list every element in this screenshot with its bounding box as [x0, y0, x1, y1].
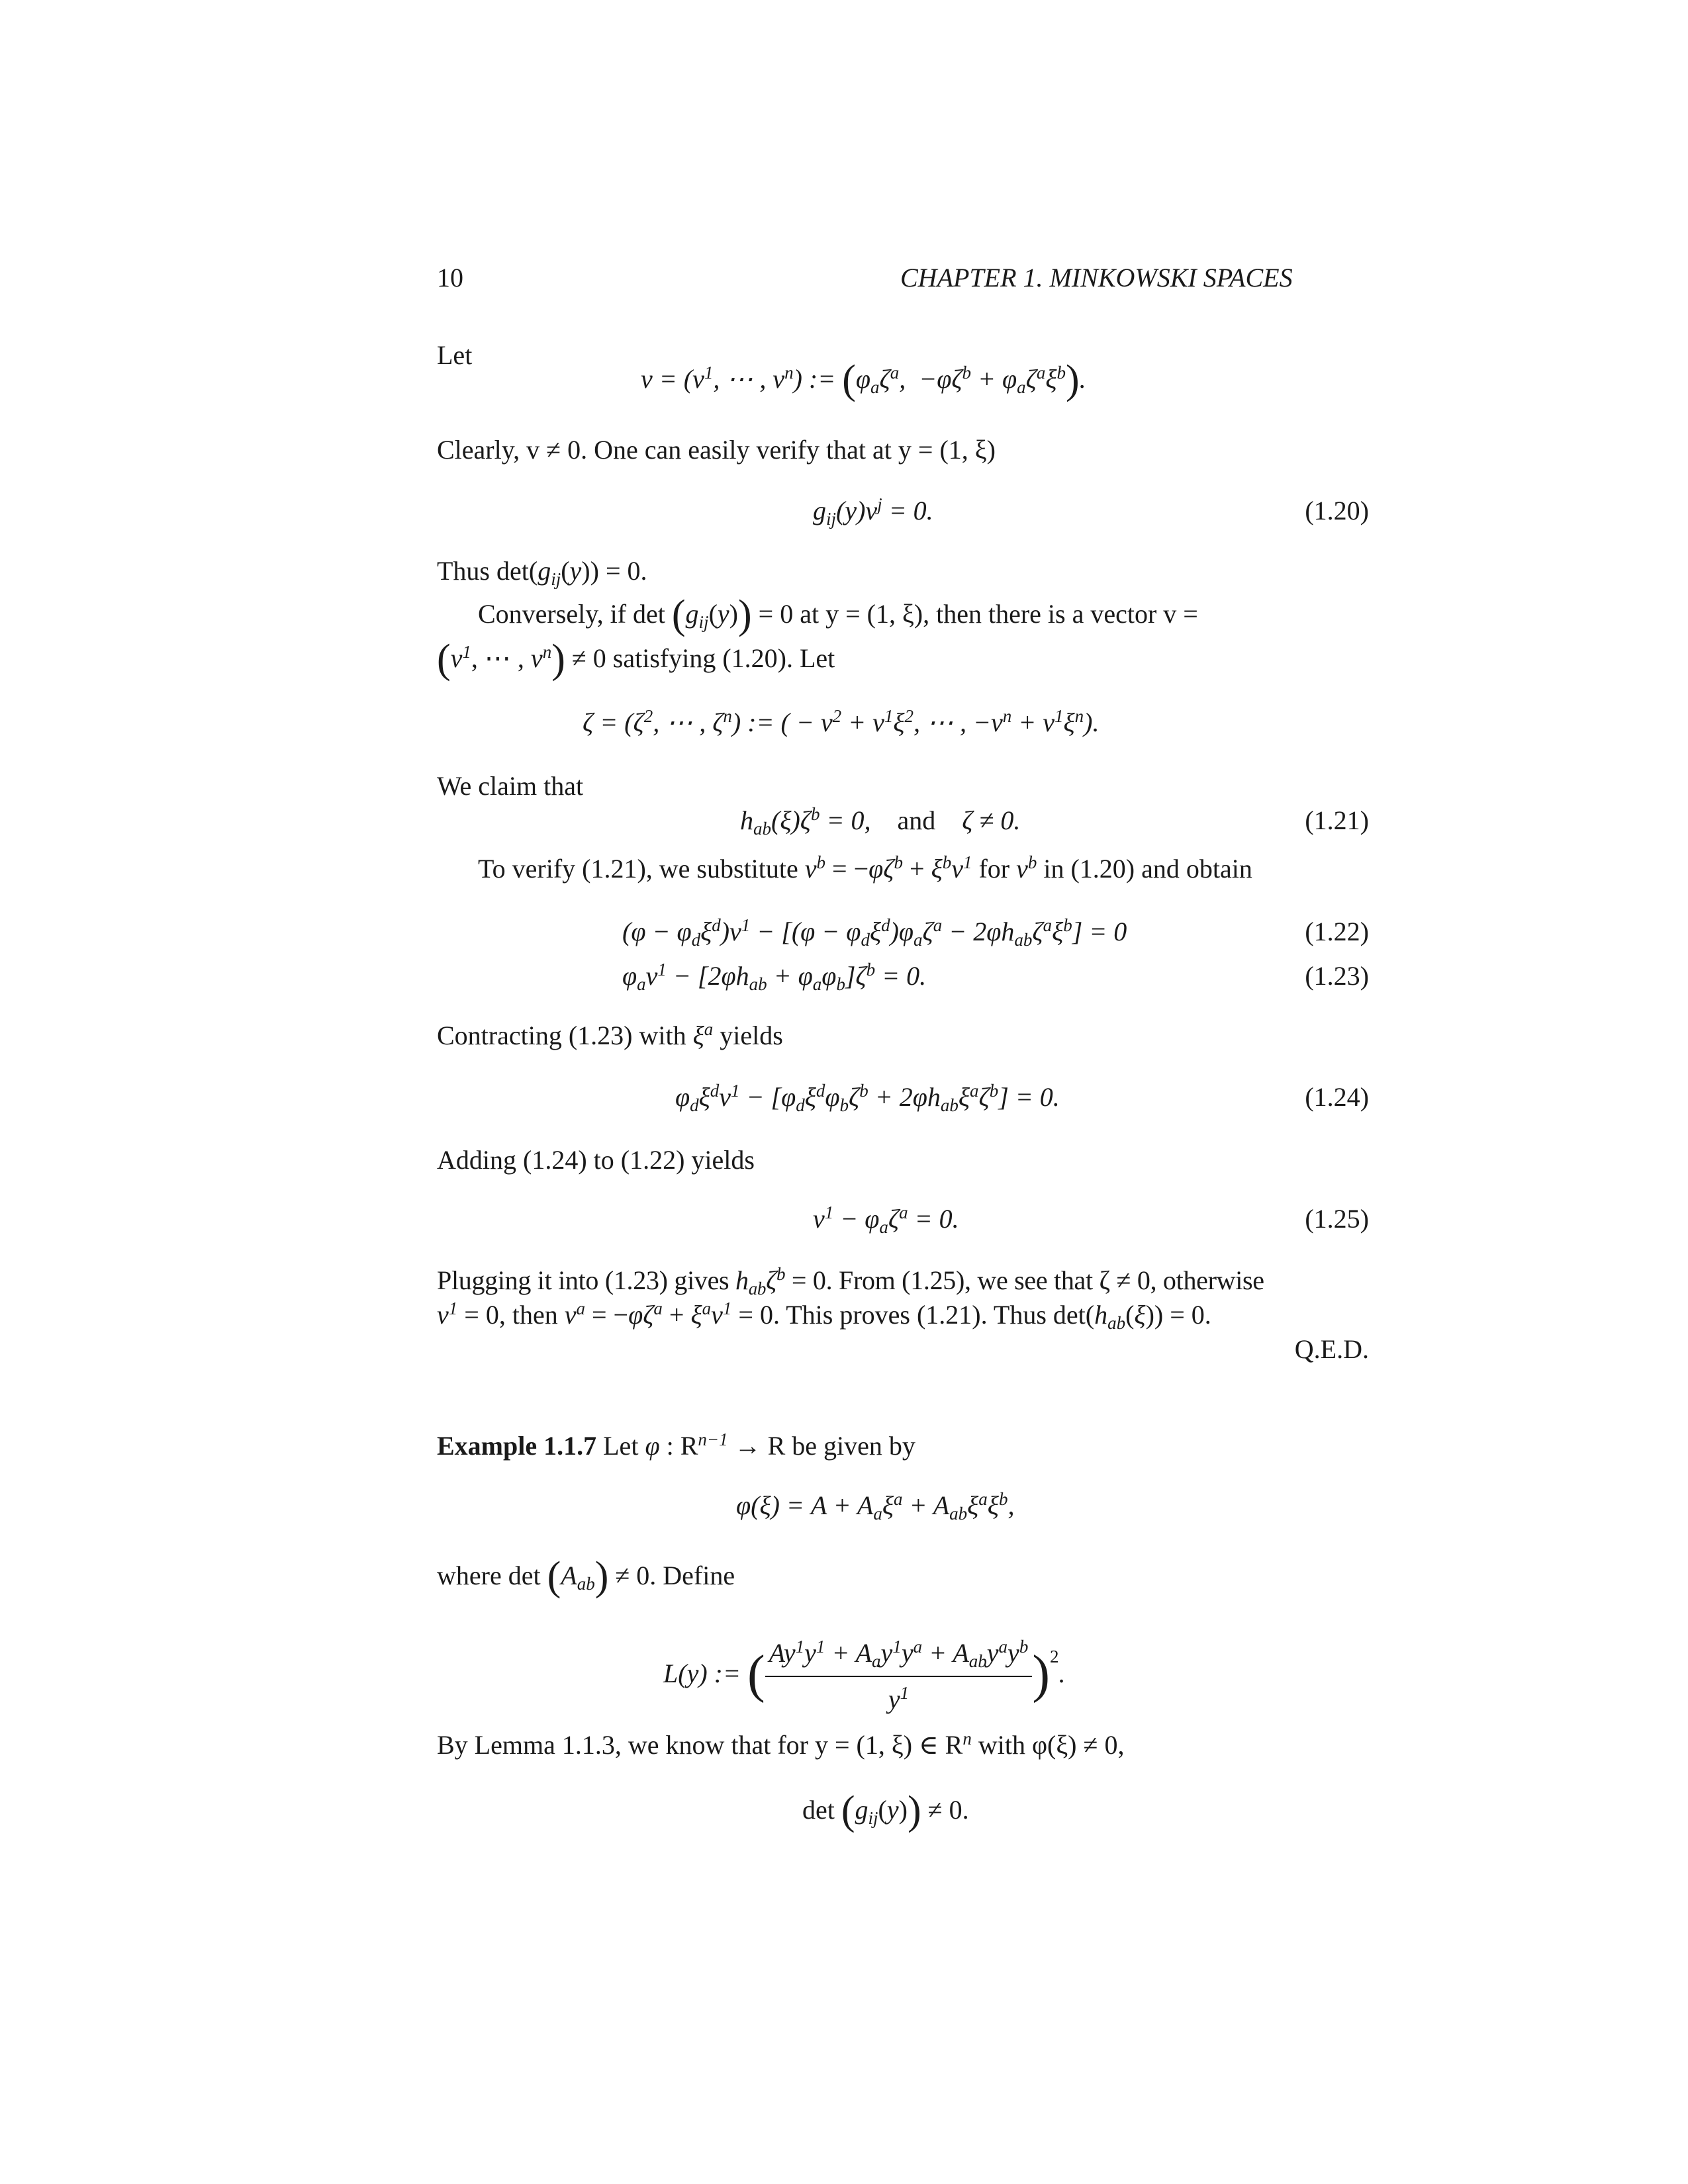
contracting-text: Contracting (1.23) with: [437, 1021, 693, 1050]
example-text: Let: [596, 1431, 645, 1461]
equation-1-23: $\varphi_av^1 - [2\varphi h_{ab} + \varphi_a\varphi_b]\zeta^b = 0$.: [622, 960, 927, 994]
page-number: 10: [437, 263, 463, 293]
equation-number-1-23: (1.23): [1305, 961, 1369, 991]
to-verify-part3: in (1.20) and obtain: [1037, 854, 1252, 884]
equation-1-21: $h_{ab}(\xi)\zeta^b = 0$, and ζ ≠ 0.: [740, 804, 1021, 839]
example-1-1-7: Example 1.1.7 Let φ : $R^{n-1} \to R$ be given by: [437, 1430, 915, 1461]
text-clearly: Clearly, v ≠ 0. One can easily verify that at y = (1, ξ): [437, 435, 996, 465]
equation-1-24: $\varphi_d\xi^dv^1 - [\varphi_d\xi^d\varphi_b\zeta^b + 2\varphi h_{ab}\xi^a\zeta^b] = 0$.: [675, 1081, 1060, 1115]
equation-det-gij: $\det (g_{ij}(y)) \ne 0$.: [802, 1788, 969, 1833]
equation-L: L(y) := ( $\frac{Ay^1y^1 + A_ay^1y^a + A_{ab}y^ay^b}{y^1}$ )$^2$.: [663, 1633, 1065, 1719]
yields-text: yields: [713, 1021, 783, 1050]
text-by-lemma: By Lemma 1.1.3, we know that for y = (1, ξ) ∈ $R^n$ with φ(ξ) ≠ 0,: [437, 1729, 1125, 1760]
text-adding: Adding (1.24) to (1.22) yields: [437, 1145, 755, 1175]
text-plugging: Plugging it into (1.23) gives $h_{ab}\zeta^b = 0$. From (1.25), we see that ζ ≠ 0, otherwise: [437, 1264, 1264, 1298]
equation-1-20: $g_{ij}(y)v^j = 0$.: [813, 494, 933, 529]
equation-zeta-definition: $\zeta = (\zeta^2$, ⋯ , $\zeta^n$) := ( − $v^2 + v^1\xi^2$, ⋯ , $-v^n + v^1\xi^n$).: [583, 706, 1100, 737]
equation-number-1-21: (1.21): [1305, 805, 1369, 835]
by-lemma-text: By Lemma 1.1.3, we know that for y = (1, ξ) ∈ R: [437, 1730, 963, 1760]
conversely-tail: = 0 at y = (1, ξ), then there is a vector v =: [751, 599, 1198, 629]
text-contracting: Contracting (1.23) with $\xi^a$ yields: [437, 1019, 783, 1050]
running-title: CHAPTER 1. MINKOWSKI SPACES: [900, 263, 1293, 293]
with-phi-text: with φ(ξ) ≠ 0,: [971, 1730, 1125, 1760]
qed: Q.E.D.: [1294, 1334, 1369, 1364]
equation-phi: $\varphi(\xi) = A + A_a\xi^a + A_{ab}\xi^a\xi^b$,: [736, 1489, 1015, 1524]
equation-number-1-25: (1.25): [1305, 1204, 1369, 1234]
conversely-line2-tail: ≠ 0 satisfying (1.20). Let: [565, 643, 835, 673]
text-conversely: Conversely, if $\det (g_{ij}(y)) = 0$ at y = (1, ξ), then there is a vector v =: [478, 592, 1198, 637]
equation-number-1-24: (1.24): [1305, 1082, 1369, 1112]
define-text: ≠ 0. Define: [608, 1561, 735, 1590]
example-label: Example 1.1.7: [437, 1431, 597, 1461]
equation-v-definition: $v = (v^1$, ⋯ , $v^n$) := ($\varphi_a\zeta^a$, $-\varphi\zeta^b + \varphi_a\zeta^a\xi^b$).: [641, 357, 1086, 402]
plugging-tail: . From (1.25), we see that ζ ≠ 0, otherwise: [825, 1265, 1264, 1295]
where-det-text: where det: [437, 1561, 547, 1590]
text-to-verify: To verify (1.21), we substitute $v^b = -\varphi\zeta^b + \xi^bv^1$ for $v^b$ in (1.20) and obtain: [478, 852, 1252, 884]
equation-number-1-20: (1.20): [1305, 496, 1369, 525]
plugging-line2-tail: = 0. This proves (1.21). Thus det(: [731, 1300, 1095, 1330]
text-where-det: where $\det (A_{ab}) \ne 0$. Define: [437, 1554, 735, 1599]
to-verify-part1: To verify (1.21), we substitute: [478, 854, 805, 884]
text-thus-det: Thus $\det(g_{ij}(y)) = 0$.: [437, 556, 647, 589]
equation-1-22: $(\varphi - \varphi_d\xi^d)v^1 - [(\varphi - \varphi_d\xi^d)\varphi_a\zeta^a - 2\varphi h_{ab}\zeta^a\xi^b] = 0$: [622, 915, 1127, 950]
to-verify-part2: for: [972, 854, 1017, 884]
be-given-by: be given by: [785, 1431, 915, 1461]
equation-1-25: $v^1 - \varphi_a\zeta^a = 0$.: [813, 1203, 959, 1237]
text-conversely-line2: ($v^1$, ⋯ , $v^n) \ne 0$ satisfying (1.20). Let: [437, 637, 835, 682]
text-plugging-line2: $v^1 = 0$, then $v^a = -\varphi\zeta^a + \xi^av^1 = 0$. This proves (1.21). Thus $\det(h_{ab}(\xi)) = 0$.: [437, 1298, 1211, 1333]
equation-number-1-22: (1.22): [1305, 917, 1369, 946]
text-we-claim: We claim that: [437, 771, 584, 801]
text-let: Let: [437, 340, 473, 370]
